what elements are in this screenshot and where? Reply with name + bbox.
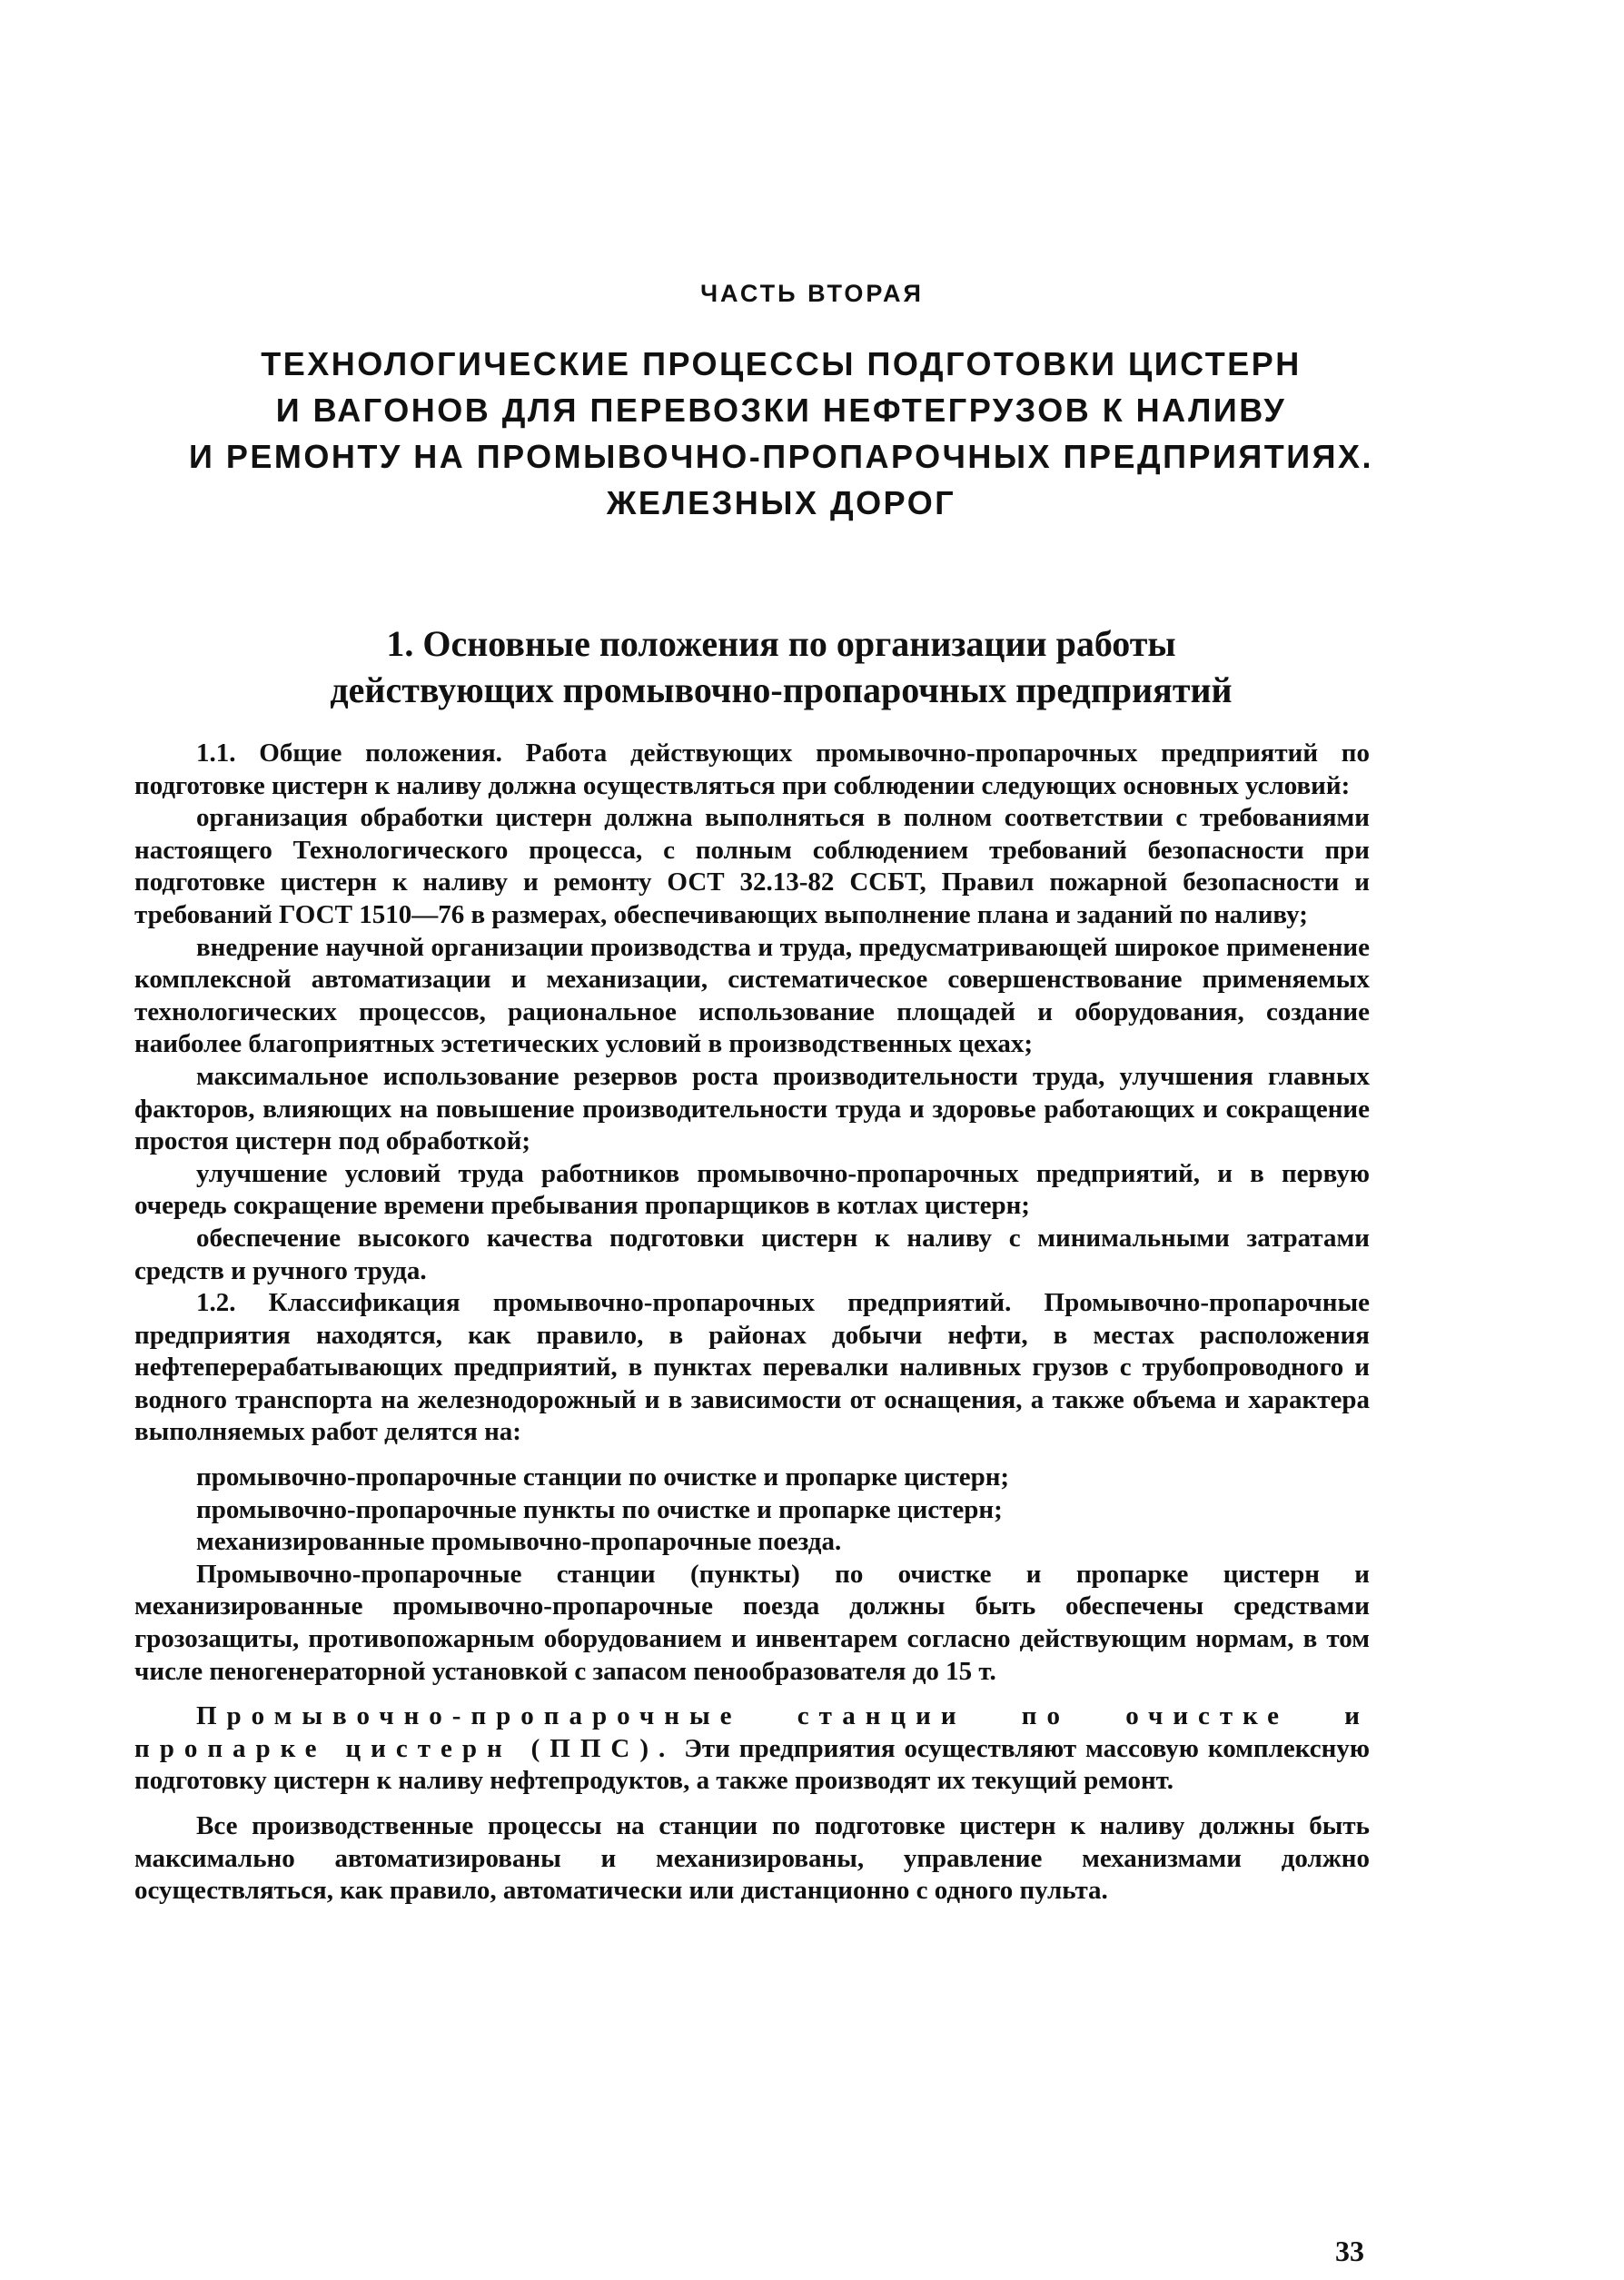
paragraph-text: Промывочно-пропарочные предприятия находятся, как правило, в районах добычи нефти, в местах расположения нефтеперерабатывающих предприятий, в пунктах перевалки наливных грузов с трубопроводного и водного транспорта на железнодорожный и в зависимости от оснащения, а также объема и характера выполняемых работ делятся на: — [134, 1288, 1370, 1447]
section-title-line: 1. Основные положения по организации работы — [386, 623, 1176, 664]
paragraph-text: Работа действующих промывочно-пропарочных предприятий по подготовке цистерн к наливу должна осуществляться при соблюдении следующих основных условий: — [134, 739, 1370, 800]
part-label: ЧАСТЬ ВТОРАЯ — [700, 280, 924, 307]
condition-item: максимальное использование резервов роста производительности труда, улучшения главных факторов, влияющих на повышение производительности труда и здоровье работающих и сокращение простоя цистерн под обработкой; — [134, 1061, 1370, 1156]
paragraph-lead: Промывочно-пропарочные станции по очистке и пропарке цистерн (ППС). — [134, 1701, 1370, 1763]
paragraph-automation: Все производственные процессы на станции по подготовке цистерн к наливу должны быть максимально автоматизированы и механизированы, управление механизмами должно осуществляться, как правило, автоматически или дистанционно с одного пульта. — [134, 1811, 1370, 1906]
paragraph-equipment: Промывочно-пропарочные станции (пункты) по очистке и пропарке цистерн и механизированные промывочно-пропарочные поезда должны быть обеспечены средствами грозозащиты, противопожарным оборудованием и инвентарем согласно действующим нормам, в том числе пеногенераторной установкой с запасом пенообразователя до 15 т. — [134, 1559, 1370, 1686]
list-item: промывочно-пропарочные пункты по очистке и пропарке цистерн; — [196, 1494, 1003, 1524]
main-title-line: ТЕХНОЛОГИЧЕСКИЕ ПРОЦЕССЫ ПОДГОТОВКИ ЦИСТЕРН — [261, 345, 1302, 382]
main-title-line: ЖЕЛЕЗНЫХ ДОРОГ — [606, 484, 956, 521]
paragraph-lead: 1.2. Классификация промывочно-пропарочных предприятий. — [196, 1288, 1012, 1318]
paragraph-text: Эти предприятия осуществляют массовую комплексную подготовку цистерн к наливу нефтепродуктов, а также производят их текущий ремонт. — [134, 1733, 1370, 1796]
section-title — [182, 620, 1381, 713]
main-title-line: И ВАГОНОВ ДЛЯ ПЕРЕВОЗКИ НЕФТЕГРУЗОВ К НАЛИВУ — [275, 392, 1287, 429]
page-number: 33 — [1335, 2235, 1364, 2267]
condition-item: организация обработки цистерн должна выполняться в полном соответствии с требованиями настоящего Технологического процесса, с полным соблюдением требований безопасности при подготовке цистерн к наливу и ремонту ОСТ 32.13-82 ССБТ, Правил пожарной безопасности и требований ГОСТ 1510—76 в размерах, обеспечивающих выполнение плана и заданий по наливу; — [134, 803, 1370, 929]
condition-item: внедрение научной организации производства и труда, предусматривающей широкое применение комплексной автоматизации и механизации, систематическое совершенствование применяемых технологических процессов, рациональное использование площадей и оборудования, создание наиболее благоприятных эстетических условий в производственных цехах; — [134, 932, 1370, 1059]
list-item: механизированные промывочно-пропарочные поезда. — [196, 1527, 842, 1557]
paragraph-general-provisions — [134, 738, 1370, 802]
paragraph-pps — [134, 1700, 1370, 1798]
paragraph-lead: 1.1. Общие положения. — [196, 739, 502, 768]
condition-item: обеспечение высокого качества подготовки цистерн к наливу с минимальными затратами средств и ручного труда. — [134, 1223, 1370, 1285]
condition-item: улучшение условий труда работников промывочно-пропарочных предприятий, и в первую очередь сокращение времени пребывания пропарщиков в котлах цистерн; — [134, 1158, 1370, 1221]
main-title-line: И РЕМОНТУ НА ПРОМЫВОЧНО-ПРОПАРОЧНЫХ ПРЕДПРИЯТИЯХ. — [188, 438, 1374, 475]
paragraph-classification — [134, 1287, 1370, 1449]
body-text — [134, 738, 1370, 1908]
list-item: промывочно-пропарочные станции по очистке и пропарке цистерн; — [196, 1462, 1010, 1492]
section-title-line: действующих промывочно-пропарочных предприятий — [330, 669, 1233, 710]
main-title — [154, 341, 1408, 526]
